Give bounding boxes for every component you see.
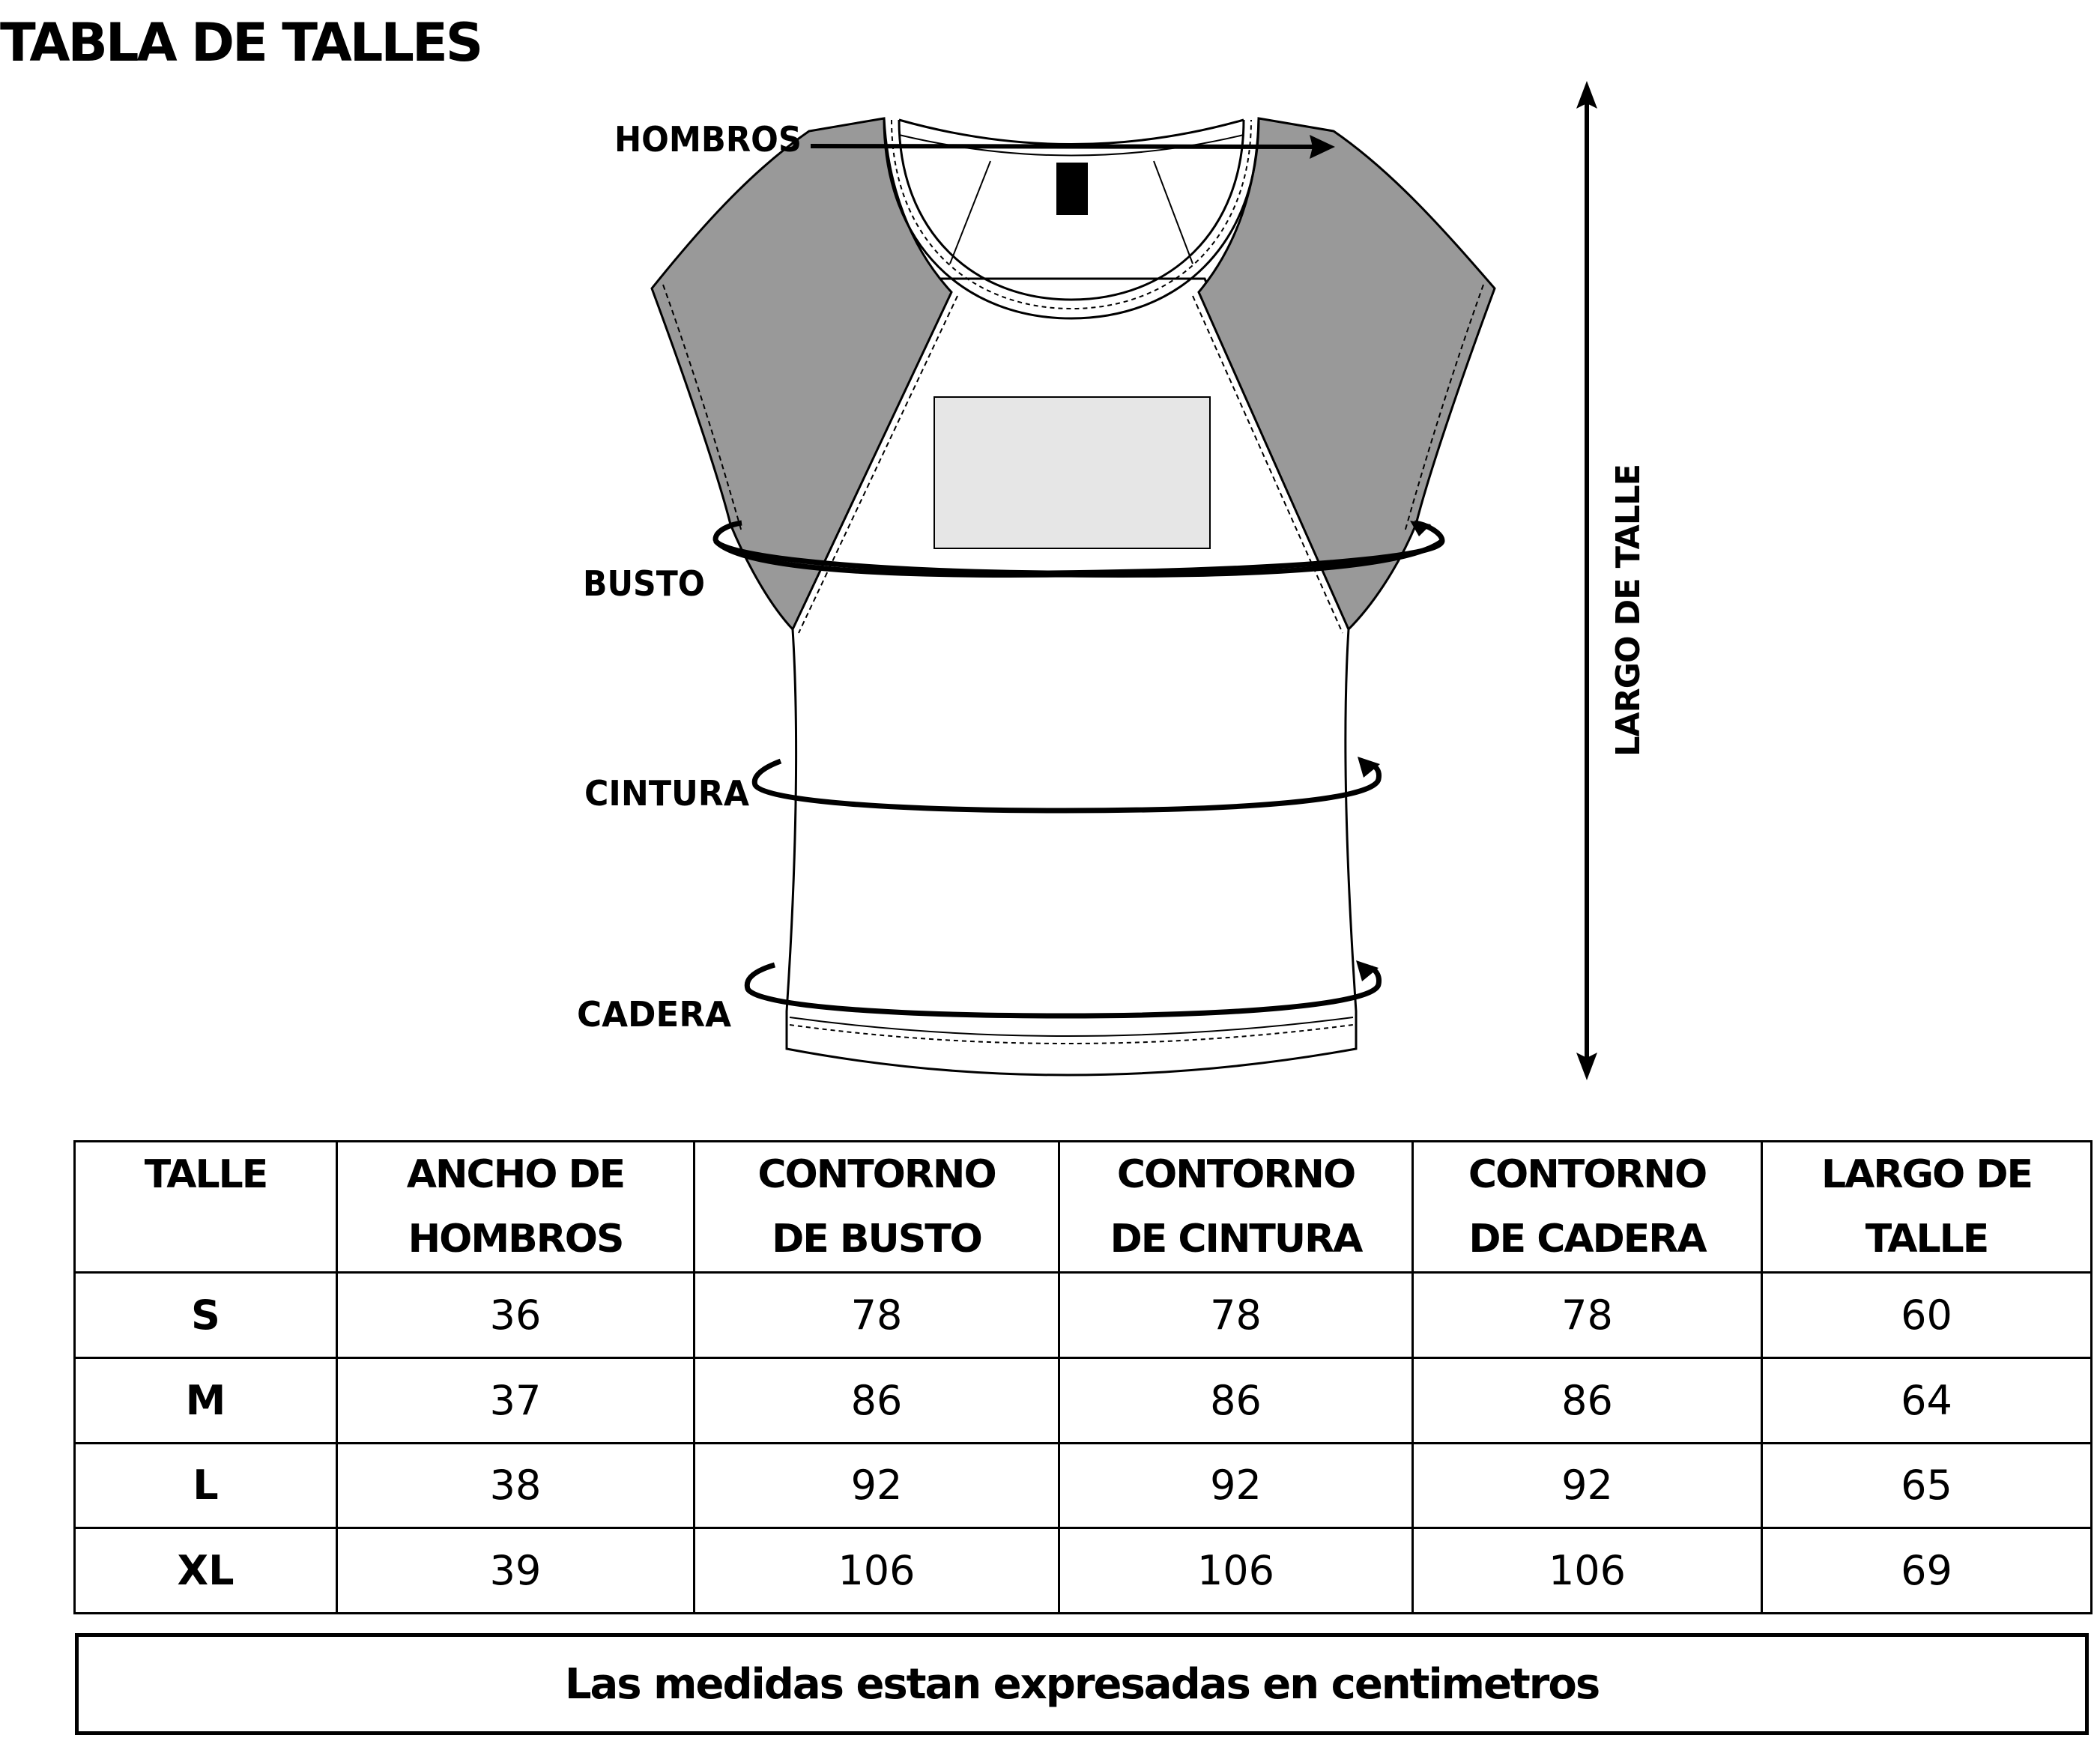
value-cell: 64 <box>1762 1357 2092 1443</box>
value-cell: 36 <box>337 1273 695 1358</box>
brand-tag <box>1056 163 1088 215</box>
value-cell: 106 <box>1413 1528 1762 1614</box>
shoulders-arrow <box>811 146 1326 147</box>
value-cell: 106 <box>695 1528 1059 1614</box>
size-table <box>73 1140 2093 1614</box>
label-shoulders: HOMBROS <box>614 119 802 160</box>
header-length: LARGO DE TALLE <box>1762 1142 2092 1273</box>
value-cell: 78 <box>1413 1273 1762 1358</box>
label-bust: BUSTO <box>583 563 705 604</box>
table-row <box>75 1357 2092 1443</box>
header-hip: CONTORNO DE CADERA <box>1413 1142 1762 1273</box>
header-shoulder-width: ANCHO DE HOMBROS <box>337 1142 695 1273</box>
header-waist: CONTORNO DE CINTURA <box>1059 1142 1413 1273</box>
value-cell: 92 <box>1059 1443 1413 1528</box>
value-cell: 37 <box>337 1357 695 1443</box>
header-size: TALLE <box>75 1142 337 1273</box>
label-length: LARGO DE TALLE <box>1609 457 1647 757</box>
value-cell: 60 <box>1762 1273 2092 1358</box>
value-cell: 69 <box>1762 1528 2092 1614</box>
size-cell: M <box>75 1357 337 1443</box>
label-hip: CADERA <box>577 994 732 1035</box>
value-cell: 92 <box>1413 1443 1762 1528</box>
value-cell: 78 <box>1059 1273 1413 1358</box>
value-cell: 65 <box>1762 1443 2092 1528</box>
value-cell: 106 <box>1059 1528 1413 1614</box>
value-cell: 92 <box>695 1443 1059 1528</box>
value-cell: 86 <box>695 1357 1059 1443</box>
page-title: TABLA DE TALLES <box>0 12 482 73</box>
header-bust: CONTORNO DE BUSTO <box>695 1142 1059 1273</box>
size-cell: S <box>75 1273 337 1358</box>
table-row <box>75 1528 2092 1614</box>
table-header-row <box>75 1142 2092 1273</box>
value-cell: 78 <box>695 1273 1059 1358</box>
value-cell: 86 <box>1413 1357 1762 1443</box>
value-cell: 39 <box>337 1528 695 1614</box>
label-waist: CINTURA <box>584 773 750 814</box>
value-cell: 86 <box>1059 1357 1413 1443</box>
size-cell: XL <box>75 1528 337 1614</box>
size-cell: L <box>75 1443 337 1528</box>
table-row <box>75 1273 2092 1358</box>
value-cell: 38 <box>337 1443 695 1528</box>
units-note: Las medidas estan expresadas en centimetros <box>75 1633 2089 1735</box>
chest-patch <box>934 397 1210 548</box>
table-row <box>75 1443 2092 1528</box>
back-neck-band <box>899 120 1244 145</box>
